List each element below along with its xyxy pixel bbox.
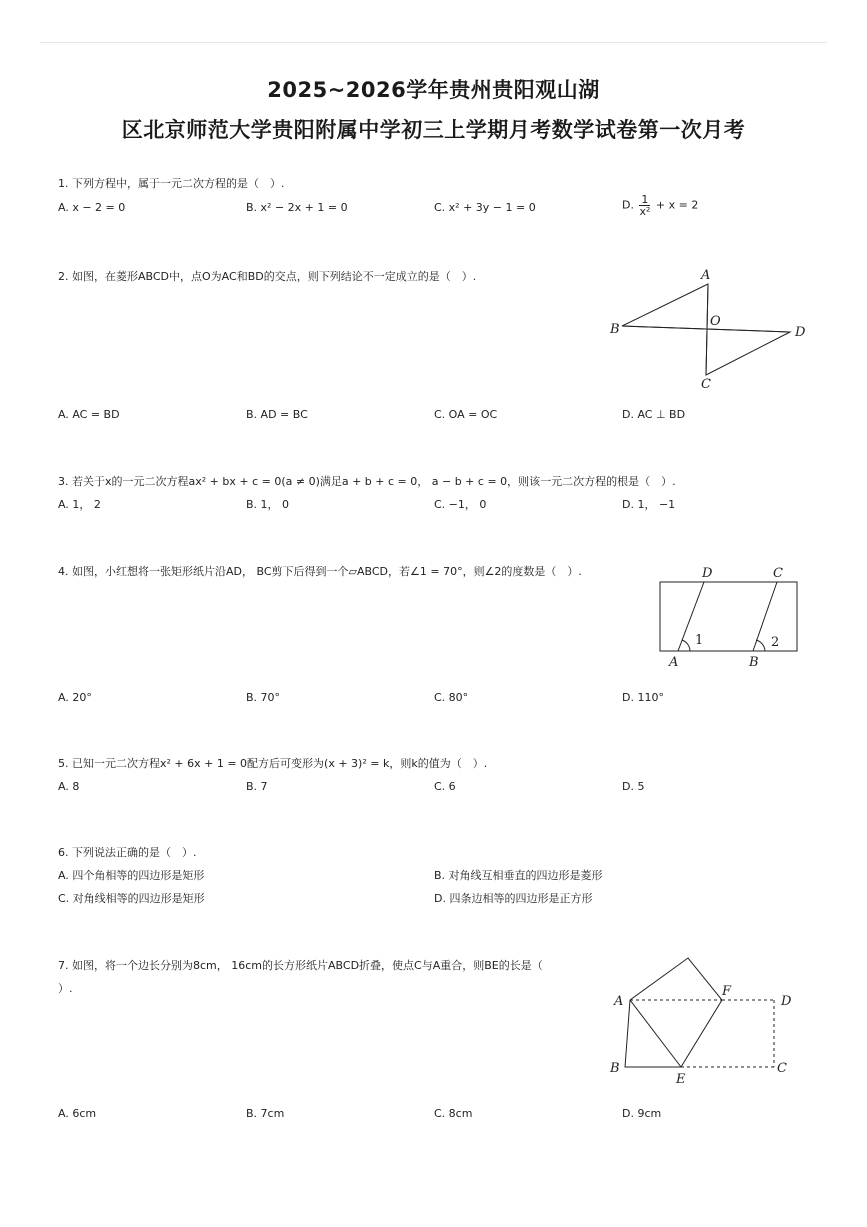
label-o: O [710, 314, 721, 329]
q4-option-c[interactable]: C. 80° [434, 691, 469, 704]
q7-option-b[interactable]: B. 7cm [246, 1107, 285, 1120]
q6-option-d[interactable]: D. 四条边相等的四边形是正方形 [434, 892, 593, 905]
q6-option-c[interactable]: C. 对角线相等的四边形是矩形 [58, 892, 205, 905]
question-1-stem: 1. 下列方程中，属于一元二次方程的是（ ）. [58, 177, 285, 190]
q7-option-d[interactable]: D. 9cm [622, 1107, 662, 1120]
folding-figure [605, 950, 805, 1090]
angle-2-arc [756, 640, 765, 651]
label-a: A [669, 655, 679, 670]
q1-option-d-rest: + x = 2 [655, 198, 699, 212]
q4-option-d[interactable]: D. 110° [622, 691, 664, 704]
label-angle-2: 2 [771, 635, 780, 650]
q1-option-b[interactable]: B. x² − 2x + 1 = 0 [246, 201, 348, 214]
question-2-stem: 2. 如图，在菱形ABCD中，点O为AC和BD的交点，则下列结论不一定成立的是（ ）. [58, 270, 477, 283]
q2-option-c[interactable]: C. OA = OC [434, 408, 498, 421]
label-c: C [777, 1061, 787, 1076]
crease-ae [630, 1000, 681, 1067]
exam-title-line2: 区北京师范大学贵阳附属中学初三上学期月考数学试卷第一次月考 [121, 118, 746, 142]
q1-option-d[interactable] [622, 194, 698, 217]
exam-title-line1: 2025~2026学年贵州贵阳观山湖 [267, 78, 600, 102]
label-b: B [610, 322, 620, 337]
angle-1-arc [682, 640, 690, 651]
question-7-stem: 7. 如图，将一个边长分别为8cm， 16cm的长方形纸片ABCD折叠，使点C与A重合，则BE的长是（ [58, 959, 543, 972]
q7-option-a[interactable]: A. 6cm [58, 1107, 97, 1120]
q5-option-b[interactable]: B. 7 [246, 780, 268, 793]
label-f: F [722, 984, 732, 999]
fraction-denominator: x² [639, 205, 651, 218]
q1-option-d-label: D. [622, 198, 634, 212]
question-7-stem-end: ）. [58, 982, 73, 995]
label-b: B [749, 655, 759, 670]
q3-option-a[interactable]: A. 1， 2 [58, 498, 101, 511]
label-a: A [614, 994, 624, 1009]
q3-option-c[interactable]: C. −1， 0 [434, 498, 487, 511]
q5-option-c[interactable]: C. 6 [434, 780, 456, 793]
q3-option-d[interactable]: D. 1， −1 [622, 498, 676, 511]
q5-option-d[interactable]: D. 5 [622, 780, 645, 793]
label-d: D [702, 566, 713, 581]
label-angle-1: 1 [695, 633, 704, 648]
q5-option-a[interactable]: A. 8 [58, 780, 80, 793]
q2-option-d[interactable]: D. AC ⊥ BD [622, 408, 686, 421]
q1-option-a[interactable]: A. x − 2 = 0 [58, 201, 126, 214]
fraction-numerator: 1 [641, 193, 649, 206]
question-5-stem: 5. 已知一元二次方程x² + 6x + 1 = 0配方后可变形为(x + 3)² = k，则k的值为（ ）. [58, 757, 488, 770]
q2-option-b[interactable]: B. AD = BC [246, 408, 308, 421]
label-a: A [701, 268, 711, 283]
question-4-stem: 4. 如图，小红想将一张矩形纸片沿AD， BC剪下后得到一个▱ABCD，若∠1 = 70°，则∠2的度数是（ ）. [58, 565, 582, 578]
label-c: C [701, 377, 711, 392]
top-divider [40, 42, 827, 43]
question-6-stem: 6. 下列说法正确的是（ ）. [58, 846, 197, 859]
diagonal-bd [622, 326, 790, 332]
q7-option-c[interactable]: C. 8cm [434, 1107, 473, 1120]
question-3-stem: 3. 若关于x的一元二次方程ax² + bx + c = 0(a ≠ 0)满足a + b + c = 0， a − b + c = 0，则该一元二次方程的根是（ ）. [58, 475, 676, 488]
label-d: D [781, 994, 792, 1009]
q2-option-a[interactable]: A. AC = BD [58, 408, 120, 421]
q3-option-b[interactable]: B. 1， 0 [246, 498, 290, 511]
label-d: D [795, 325, 806, 340]
q4-option-a[interactable]: A. 20° [58, 691, 92, 704]
q1-option-c[interactable]: C. x² + 3y − 1 = 0 [434, 201, 536, 214]
fraction [639, 194, 650, 217]
q4-option-b[interactable]: B. 70° [246, 691, 281, 704]
parallelogram-figure [650, 562, 810, 672]
q6-option-a[interactable]: A. 四个角相等的四边形是矩形 [58, 869, 205, 882]
label-b: B [610, 1061, 620, 1076]
q6-option-b[interactable]: B. 对角线互相垂直的四边形是菱形 [434, 869, 603, 882]
label-c: C [773, 566, 783, 581]
label-e: E [676, 1072, 686, 1087]
rhombus-figure [600, 262, 820, 394]
